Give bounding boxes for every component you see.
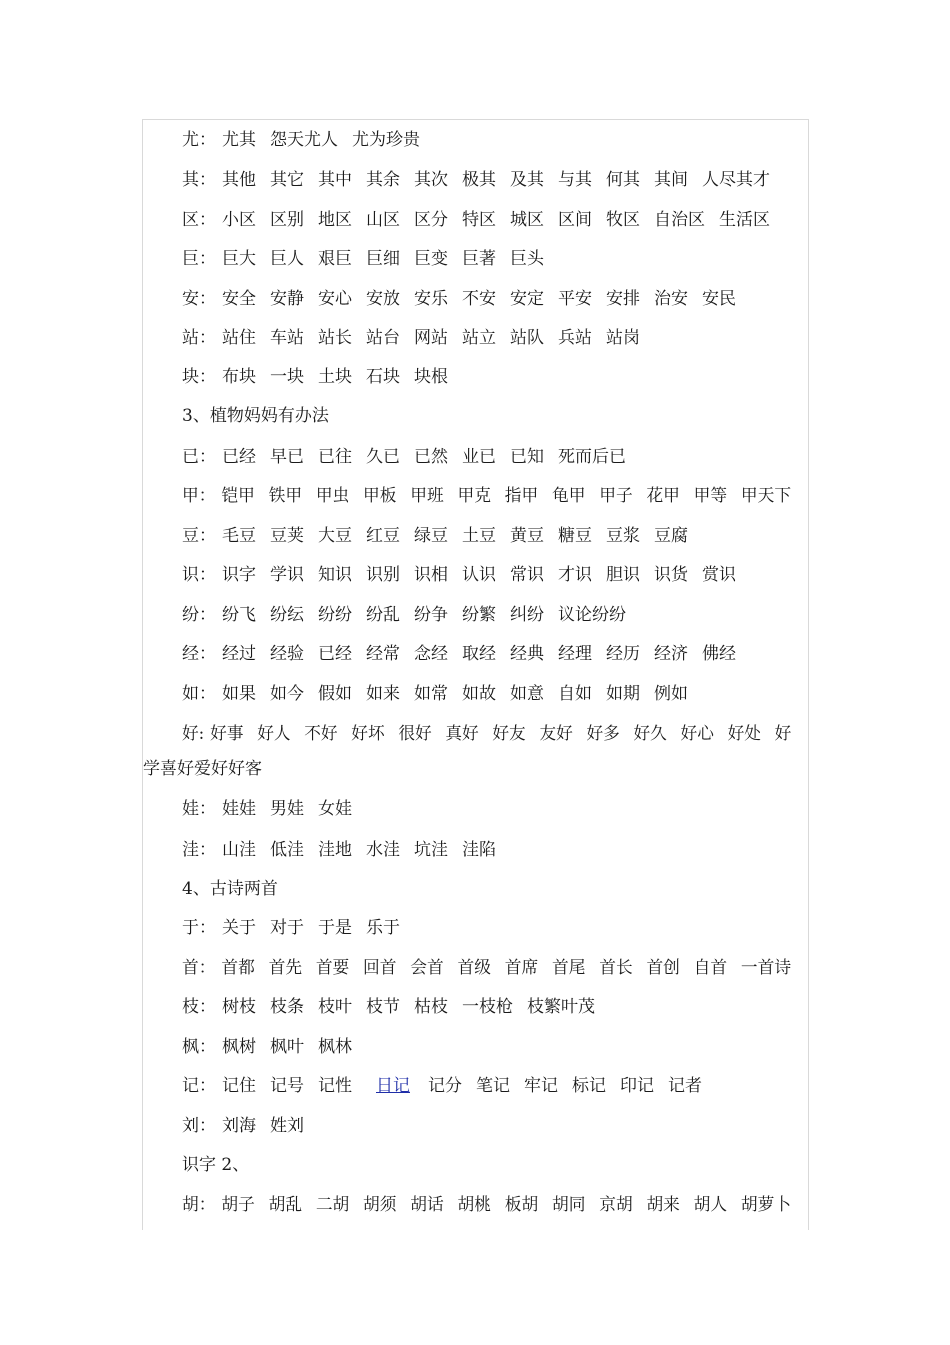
vocab-word: 城区 [510, 210, 544, 230]
vocab-word: 地区 [318, 210, 352, 230]
vocab-word: 巨人 [270, 249, 304, 269]
vocab-word: 其间 [654, 170, 688, 190]
vocab-word: 甲虫 [315, 486, 350, 506]
vocab-word: 已往 [318, 447, 352, 467]
vocab-word: 低洼 [270, 840, 304, 860]
vocab-word: 首尾 [551, 958, 586, 978]
vocab-word: 其它 [270, 170, 304, 190]
vocab-word: 记分 [428, 1076, 462, 1096]
vocab-word: 安定 [510, 289, 544, 309]
vocab-word: 及其 [510, 170, 544, 190]
vocab-word: 花甲 [646, 486, 680, 506]
vocab-word: 赏识 [702, 565, 736, 585]
vocab-word: 站台 [366, 328, 400, 348]
character-label: 安： [182, 289, 216, 309]
character-label: 首： [182, 958, 216, 978]
vocab-word: 枫树 [222, 1037, 256, 1057]
vocab-word: 水洼 [366, 840, 400, 860]
vocab-word: 经济 [654, 644, 688, 664]
vocab-word: 识字 [222, 565, 256, 585]
vocab-word: 一块 [270, 367, 304, 387]
vocab-word: 如故 [462, 684, 496, 704]
character-label: 豆： [182, 526, 216, 546]
character-label: 娃： [182, 799, 216, 819]
vocab-word: 识货 [654, 565, 688, 585]
vocab-word: 常识 [510, 565, 544, 585]
vocab-entry [182, 1113, 318, 1139]
vocab-word: 娃娃 [222, 799, 256, 819]
vocab-word: 豆荚 [270, 526, 304, 546]
vocab-word: 安乐 [414, 289, 448, 309]
vocab-word: 胡话 [410, 1195, 444, 1215]
vocab-word: 绿豆 [414, 526, 448, 546]
vocab-word: 纠纷 [510, 605, 544, 625]
vocab-word: 站岗 [606, 328, 640, 348]
vocab-word: 胡萝卜 [740, 1195, 792, 1215]
vocab-word: 尤为珍贵 [352, 130, 420, 150]
vocab-entry [182, 796, 366, 822]
vocab-word: 甲子 [599, 486, 633, 506]
character-label: 枫： [182, 1037, 216, 1057]
vocab-word: 布块 [222, 367, 256, 387]
vocab-entry [182, 167, 784, 193]
vocab-word: 甲天下 [740, 486, 792, 506]
character-label: 于： [182, 918, 216, 938]
vocab-word: 已知 [510, 447, 544, 467]
vocab-word: 好人 [257, 724, 291, 744]
vocab-word: 会首 [410, 958, 444, 978]
vocab-word: 兵站 [558, 328, 592, 348]
vocab-word: 胡人 [693, 1195, 728, 1215]
vocab-word: 牢记 [524, 1076, 558, 1096]
vocab-entry [182, 1034, 366, 1060]
vocab-word: 巨著 [462, 249, 496, 269]
character-label: 识： [182, 565, 216, 585]
vocab-entry [182, 364, 462, 390]
vocab-entry [182, 837, 510, 863]
vocab-word: 才识 [558, 565, 592, 585]
vocab-word: 坑洼 [414, 840, 448, 860]
vocab-word: 区间 [558, 210, 592, 230]
vocab-word: 如意 [510, 684, 544, 704]
vocab-word: 洼陷 [462, 840, 496, 860]
vocab-word: 假如 [318, 684, 352, 704]
vocab-word: 不安 [462, 289, 496, 309]
vocab-entry [182, 915, 414, 941]
vocab-entry [182, 681, 702, 707]
vocab-word: 胆识 [606, 565, 640, 585]
vocab-word: 枫林 [318, 1037, 352, 1057]
vocab-word: 经历 [606, 644, 640, 664]
vocab-word: 笔记 [476, 1076, 510, 1096]
vocab-word: 女娃 [318, 799, 352, 819]
vocab-word: 小区 [222, 210, 256, 230]
vocab-word: 胡须 [363, 1195, 397, 1215]
vocab-entry [182, 286, 750, 312]
vocab-entry [182, 955, 805, 981]
section-heading: 3、植物妈妈有办法 [182, 406, 329, 426]
vocab-word: 区别 [270, 210, 304, 230]
vocab-word: 树枝 [222, 997, 256, 1017]
vocab-word: 已然 [414, 447, 448, 467]
vocab-word: 真好 [445, 724, 479, 744]
vocab-word: 男娃 [270, 799, 304, 819]
vocab-word: 标记 [572, 1076, 606, 1096]
vocab-word: 认识 [462, 565, 496, 585]
character-label: 好: [182, 724, 205, 744]
vocab-word: 如今 [270, 684, 304, 704]
vocab-word: 知识 [318, 565, 352, 585]
vocab-word: 喜好 [160, 759, 194, 779]
vocab-word: 学识 [270, 565, 304, 585]
vocab-word: 安心 [318, 289, 352, 309]
vocab-word: 铁甲 [268, 486, 303, 506]
vocab-word: 好心 [680, 724, 714, 744]
character-label: 其： [182, 170, 216, 190]
vocab-word: 好坏 [351, 724, 385, 744]
vocab-word: 首要 [315, 958, 350, 978]
vocab-word: 石块 [366, 367, 400, 387]
vocab-word: 山区 [366, 210, 400, 230]
vocab-word: 与其 [558, 170, 592, 190]
vocab-word: 友好 [539, 724, 573, 744]
vocab-word: 巨大 [222, 249, 256, 269]
vocab-word: 站立 [462, 328, 496, 348]
vocab-word: 土块 [318, 367, 352, 387]
character-label: 刘： [182, 1116, 216, 1136]
character-label: 甲： [182, 486, 216, 506]
vocab-word: 例如 [654, 684, 688, 704]
vocab-word: 刘海 [222, 1116, 256, 1136]
vocab-entry [182, 523, 702, 549]
vocab-word: 一枝枪 [462, 997, 513, 1017]
vocab-word: 枝繁叶茂 [527, 997, 595, 1017]
character-label: 胡： [182, 1195, 216, 1215]
vocab-word: 纷乱 [366, 605, 400, 625]
vocab-word: 好久 [633, 724, 667, 744]
character-label: 区： [182, 210, 216, 230]
vocab-word: 记住 [222, 1076, 256, 1096]
vocab-word: 好 [774, 724, 792, 744]
vocab-word: 区分 [414, 210, 448, 230]
vocab-word: 安全 [222, 289, 256, 309]
vocab-word: 网站 [414, 328, 448, 348]
vocab-word: 红豆 [366, 526, 400, 546]
vocab-word: 毛豆 [222, 526, 256, 546]
vocab-word: 好事 [210, 724, 244, 744]
vocab-word: 回首 [363, 958, 397, 978]
character-label: 块： [182, 367, 216, 387]
character-label: 枝： [182, 997, 216, 1017]
vocab-word: 何其 [606, 170, 640, 190]
vocab-word: 山洼 [222, 840, 256, 860]
vocab-word: 自如 [558, 684, 592, 704]
vocab-word: 洼地 [318, 840, 352, 860]
vocab-link[interactable]: 日记 [376, 1076, 410, 1096]
character-label: 已： [182, 447, 216, 467]
vocab-word: 好多 [586, 724, 620, 744]
vocab-word: 识别 [366, 565, 400, 585]
section-heading: 4、古诗两首 [182, 879, 278, 899]
vocab-word: 如常 [414, 684, 448, 704]
vocab-word: 印记 [620, 1076, 654, 1096]
vocab-word: 很好 [398, 724, 432, 744]
vocab-word: 如果 [222, 684, 256, 704]
vocab-word: 自治区 [654, 210, 705, 230]
vocab-word: 胡乱 [268, 1195, 303, 1215]
vocab-word: 纷争 [414, 605, 448, 625]
vocab-word: 指甲 [504, 486, 539, 506]
vocab-word: 黄豆 [510, 526, 544, 546]
vocab-word: 久已 [366, 447, 400, 467]
vocab-word: 胡同 [551, 1195, 586, 1215]
vocab-entry [182, 1192, 805, 1218]
vocab-word: 首创 [646, 958, 680, 978]
vocab-word: 已经 [222, 447, 256, 467]
vocab-word: 经典 [510, 644, 544, 664]
vocab-word: 豆浆 [606, 526, 640, 546]
vocab-word: 甲等 [693, 486, 728, 506]
vocab-word: 经理 [558, 644, 592, 664]
vocab-word: 其他 [222, 170, 256, 190]
vocab-word: 尤其 [222, 130, 256, 150]
vocab-word: 安放 [366, 289, 400, 309]
vocab-word: 艰巨 [318, 249, 352, 269]
vocab-word: 死而后已 [558, 447, 626, 467]
vocab-word: 议论纷纷 [558, 605, 626, 625]
vocab-word: 自首 [693, 958, 728, 978]
vocab-word: 经过 [222, 644, 256, 664]
character-label: 记： [182, 1076, 216, 1096]
vocab-word: 乐于 [366, 918, 400, 938]
vocab-word: 怨天尤人 [270, 130, 338, 150]
vocab-word: 巨头 [510, 249, 544, 269]
vocab-word: 识相 [414, 565, 448, 585]
vocab-word: 二胡 [315, 1195, 350, 1215]
vocab-word: 首长 [599, 958, 633, 978]
vocab-word: 龟甲 [551, 486, 586, 506]
vocab-word: 好客 [228, 759, 262, 779]
vocab-word: 枫叶 [270, 1037, 304, 1057]
entry-continuation [143, 756, 262, 782]
vocab-word: 巨变 [414, 249, 448, 269]
vocab-word: 对于 [270, 918, 304, 938]
vocab-word: 首都 [221, 958, 255, 978]
vocab-word: 其余 [366, 170, 400, 190]
section-heading: 识字 2、 [182, 1155, 250, 1175]
vocab-word: 大豆 [318, 526, 352, 546]
vocab-entry [182, 994, 609, 1020]
vocab-word: 如来 [366, 684, 400, 704]
vocab-word: 极其 [462, 170, 496, 190]
vocab-word: 甲班 [410, 486, 444, 506]
vocab-word: 枝节 [366, 997, 400, 1017]
character-label: 洼： [182, 840, 216, 860]
vocab-word: 块根 [414, 367, 448, 387]
vocab-word: 土豆 [462, 526, 496, 546]
vocab-entry [182, 483, 805, 509]
vocab-word: 生活区 [719, 210, 770, 230]
vocab-word: 一首诗 [740, 958, 792, 978]
vocab-entry [182, 127, 434, 153]
vocab-word: 爱好 [194, 759, 228, 779]
vocab-entry [182, 1073, 716, 1099]
vocab-word: 胡桃 [457, 1195, 491, 1215]
vocab-word: 念经 [414, 644, 448, 664]
vocab-word: 牧区 [606, 210, 640, 230]
vocab-word: 纷繁 [462, 605, 496, 625]
vocab-word: 豆腐 [654, 526, 688, 546]
vocab-word: 胡来 [646, 1195, 680, 1215]
vocab-word: 甲克 [457, 486, 491, 506]
vocab-entry [182, 602, 640, 628]
vocab-word: 佛经 [702, 644, 736, 664]
vocab-word: 记号 [270, 1076, 304, 1096]
vocab-word: 车站 [270, 328, 304, 348]
vocab-word: 取经 [462, 644, 496, 664]
vocab-word: 安民 [702, 289, 736, 309]
vocab-word: 站长 [318, 328, 352, 348]
vocab-entry [182, 246, 558, 272]
vocab-word: 甲板 [363, 486, 397, 506]
vocab-word: 枯枝 [414, 997, 448, 1017]
vocab-word: 首级 [457, 958, 491, 978]
vocab-entry [182, 562, 750, 588]
vocab-word: 糖豆 [558, 526, 592, 546]
vocab-word: 于是 [318, 918, 352, 938]
vocab-word: 枝叶 [318, 997, 352, 1017]
vocab-word: 京胡 [599, 1195, 633, 1215]
vocab-word: 经验 [270, 644, 304, 664]
vocab-word: 纷飞 [222, 605, 256, 625]
vocab-word: 治安 [654, 289, 688, 309]
vocab-word: 经常 [366, 644, 400, 664]
vocab-word: 其次 [414, 170, 448, 190]
vocab-word: 姓刘 [270, 1116, 304, 1136]
vocab-word: 平安 [558, 289, 592, 309]
vocab-word: 枝条 [270, 997, 304, 1017]
vocab-word: 纷纷 [318, 605, 352, 625]
vocab-entry [182, 207, 784, 233]
vocab-word: 记者 [668, 1076, 702, 1096]
vocab-word: 已经 [318, 644, 352, 664]
vocab-entry [182, 721, 805, 747]
vocab-word: 不好 [304, 724, 338, 744]
vocab-word: 关于 [222, 918, 256, 938]
character-label: 巨： [182, 249, 216, 269]
vocab-word: 记性 [318, 1076, 352, 1096]
vocab-word: 首先 [268, 958, 303, 978]
vocab-word: 安静 [270, 289, 304, 309]
vocab-word: 巨细 [366, 249, 400, 269]
vocab-word: 首席 [504, 958, 539, 978]
vocab-entry [182, 641, 750, 667]
vocab-word: 好友 [492, 724, 526, 744]
vocab-entry [182, 444, 640, 470]
vocab-word: 站住 [222, 328, 256, 348]
vocab-word: 业已 [462, 447, 496, 467]
character-label: 如： [182, 684, 216, 704]
vocab-word: 好处 [727, 724, 761, 744]
vocab-word: 站队 [510, 328, 544, 348]
vocab-word: 特区 [462, 210, 496, 230]
vocab-word: 纷纭 [270, 605, 304, 625]
vocab-word: 其中 [318, 170, 352, 190]
vocab-word: 早已 [270, 447, 304, 467]
vocab-word: 安排 [606, 289, 640, 309]
vocab-word: 板胡 [504, 1195, 539, 1215]
character-label: 尤： [182, 130, 216, 150]
vocab-entry [182, 325, 654, 351]
vocab-word: 铠甲 [221, 486, 255, 506]
character-label: 经： [182, 644, 216, 664]
vocab-word: 胡子 [221, 1195, 255, 1215]
vocab-word: 如期 [606, 684, 640, 704]
vocab-word: 人尽其才 [702, 170, 770, 190]
character-label: 站： [182, 328, 216, 348]
vocab-word: 学 [143, 759, 160, 779]
character-label: 纷： [182, 605, 216, 625]
